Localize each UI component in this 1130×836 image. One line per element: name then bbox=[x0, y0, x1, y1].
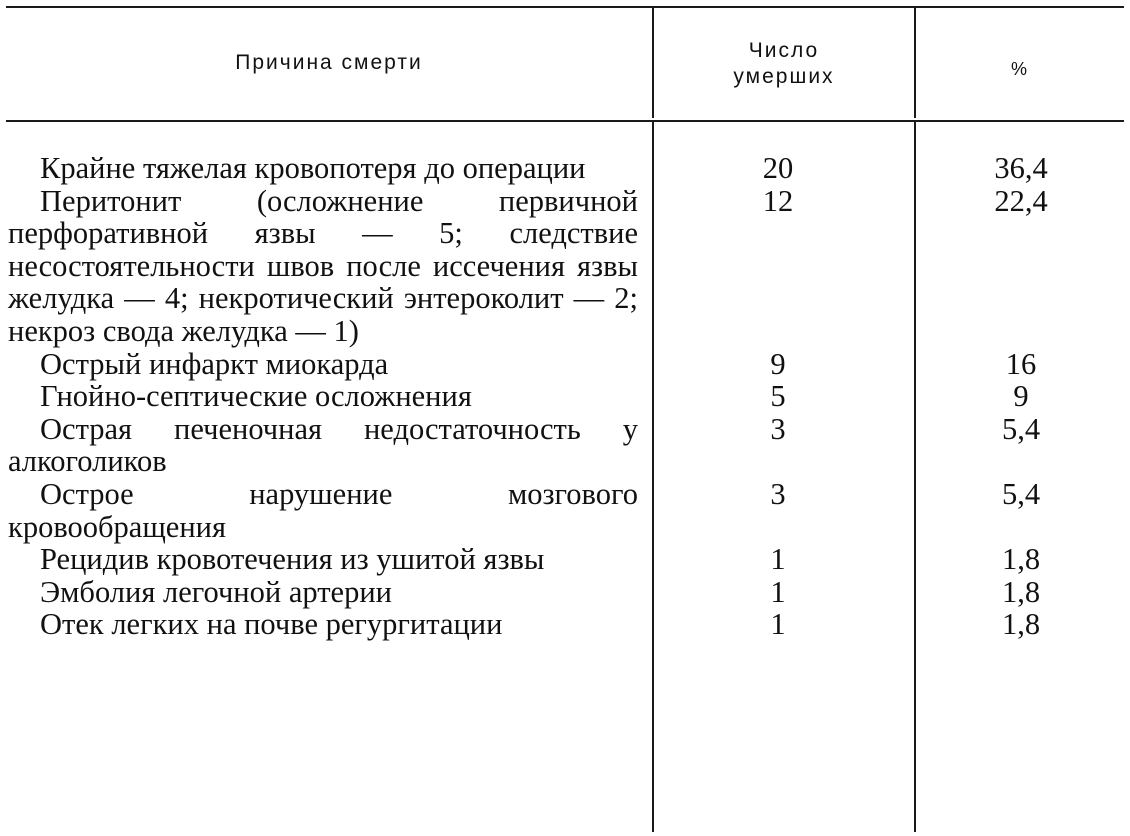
cause-text: Крайне тяжелая кровопотеря до операции bbox=[40, 151, 586, 185]
table-row bbox=[8, 185, 1124, 348]
count-cell: 12 bbox=[762, 183, 794, 218]
percent-cell: 1,8 bbox=[1001, 607, 1041, 642]
percent-cell: 9 bbox=[1013, 379, 1029, 414]
cause-cell bbox=[8, 185, 638, 348]
cause-cell bbox=[8, 152, 638, 185]
table-row bbox=[8, 413, 1124, 478]
cause-text: Острое нарушение мозгового кровообращения bbox=[8, 476, 638, 544]
table-row bbox=[8, 576, 1124, 609]
count-cell: 5 bbox=[770, 379, 786, 414]
percent-cell: 16 bbox=[1005, 346, 1037, 381]
cause-text: Гнойно-септические осложнения bbox=[40, 379, 472, 414]
cause-text: Перитонит (осложнение первичной перфоративной язвы — 5; следствие несостоятельности швов после иссечения язвы желудка — 4; некротический энтероколит — 2; некроз свода желудка — 1) bbox=[8, 183, 638, 348]
count-cell: 3 bbox=[770, 476, 786, 511]
table-top-rule bbox=[6, 6, 1124, 8]
count-cell: 1 bbox=[770, 542, 786, 577]
header-percent-label: % bbox=[1010, 59, 1029, 79]
table-row bbox=[8, 152, 1124, 185]
header-count-line2: умерших bbox=[733, 65, 835, 88]
table-body bbox=[8, 152, 1124, 641]
header-bottom-rule bbox=[6, 120, 1124, 122]
cause-text: Рецидив кровотечения из ушитой язвы bbox=[40, 542, 545, 577]
header-cause bbox=[6, 50, 652, 76]
count-cell: 1 bbox=[770, 607, 786, 642]
percent-cell: 22,4 bbox=[994, 183, 1048, 218]
cause-cell bbox=[8, 543, 638, 576]
header-count-line1: Число bbox=[748, 39, 820, 62]
cause-cell bbox=[8, 608, 638, 641]
table-row bbox=[8, 608, 1124, 641]
count-cell: 20 bbox=[762, 151, 794, 185]
header-count bbox=[654, 38, 914, 90]
cause-cell bbox=[8, 413, 638, 478]
count-cell: 3 bbox=[770, 411, 786, 446]
count-cell: 1 bbox=[770, 574, 786, 609]
count-cell: 9 bbox=[770, 346, 786, 381]
cause-cell bbox=[8, 576, 638, 609]
cause-cell bbox=[8, 380, 638, 413]
cause-text: Острая печеночная недостаточность у алкоголиков bbox=[8, 411, 638, 479]
table-row bbox=[8, 380, 1124, 413]
percent-cell: 5,4 bbox=[1001, 411, 1041, 446]
percent-cell: 36,4 bbox=[994, 151, 1048, 185]
percent-cell: 5,4 bbox=[1001, 476, 1041, 511]
table-row bbox=[8, 348, 1124, 381]
cause-text: Острый инфаркт миокарда bbox=[40, 346, 389, 381]
table-row bbox=[8, 543, 1124, 576]
cause-cell bbox=[8, 478, 638, 543]
header-percent bbox=[916, 56, 1124, 82]
percent-cell: 1,8 bbox=[1001, 574, 1041, 609]
table-row bbox=[8, 478, 1124, 543]
percent-cell: 1,8 bbox=[1001, 542, 1041, 577]
cause-text: Отек легких на почве регургитации bbox=[40, 607, 503, 642]
cause-text: Эмболия легочной артерии bbox=[40, 574, 392, 609]
header-cause-label: Причина смерти bbox=[235, 51, 423, 74]
cause-cell bbox=[8, 348, 638, 381]
